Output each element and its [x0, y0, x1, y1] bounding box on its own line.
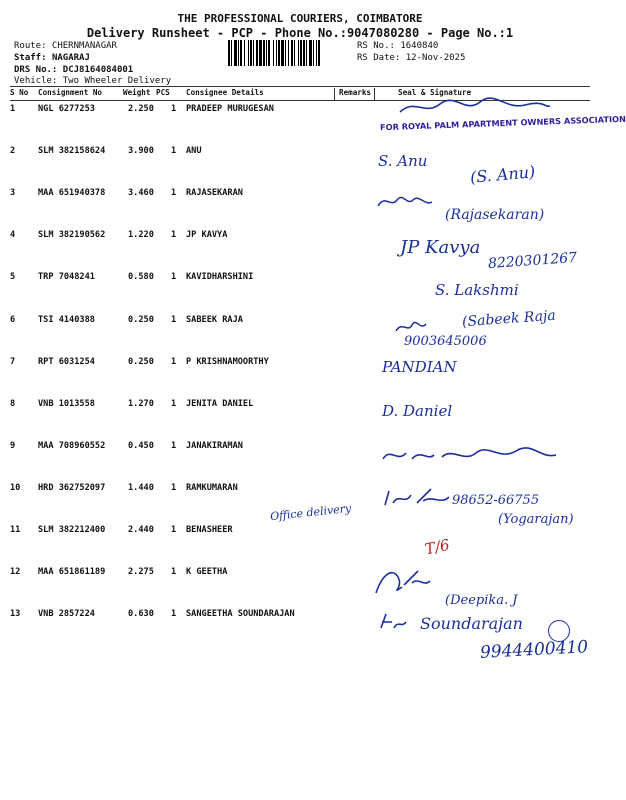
vehicle-label: Vehicle: Two Wheeler Delivery — [14, 76, 172, 86]
signature-row-6b: 9003645006 — [404, 334, 487, 349]
row-pcs: 1 — [171, 356, 177, 367]
row-sno: 8 — [10, 398, 16, 409]
signature-row-9 — [380, 445, 560, 471]
row-pcs: 1 — [171, 188, 177, 199]
row-weight: 3.460 — [128, 188, 154, 199]
table-row — [0, 567, 600, 581]
row-weight: 2.440 — [128, 525, 154, 535]
row-weight: 1.440 — [128, 482, 154, 493]
signature-scribble-icon — [378, 612, 408, 632]
remark-row-10: Office delivery — [269, 501, 352, 524]
row-consignment-no: MAA 708960552 — [38, 440, 106, 451]
table-row — [0, 525, 600, 539]
staff-name: NAGARAJ — [51, 53, 90, 63]
signature-row-2b: (S. Anu) — [469, 162, 536, 187]
table-row — [0, 230, 600, 244]
col-consignment: Consignment No — [38, 88, 103, 97]
row-weight: 0.580 — [128, 272, 154, 283]
staff-line — [14, 53, 90, 63]
row-sno: 4 — [10, 230, 16, 241]
runsheet-subtitle: Delivery Runsheet - PCP - Phone No.:9047080280 - Page No.:1 — [86, 26, 514, 40]
red-mark-row-11: T/6 — [423, 535, 452, 559]
row-sno: 1 — [10, 104, 16, 114]
signature-row-1 — [395, 96, 555, 123]
signature-scribble-icon — [372, 565, 432, 599]
col-consignee: Consignee Details — [186, 88, 264, 97]
row-sno: 2 — [10, 146, 16, 157]
drs-label: DRS No.: — [14, 65, 58, 75]
col-divider — [374, 88, 375, 100]
col-seal-signature: Seal & Signature — [398, 88, 472, 97]
row-consignment-no: TRP 7048241 — [38, 272, 95, 283]
row-sno: 5 — [10, 272, 16, 283]
col-pcs: PCS — [156, 88, 170, 97]
row-consignment-no: MAA 651940378 — [38, 188, 106, 199]
col-sno: S No — [10, 88, 29, 97]
signature-row-10-initials — [383, 487, 453, 515]
signature-row-10b: (Yogarajan) — [498, 512, 574, 527]
row-pcs: 1 — [171, 104, 177, 114]
row-consignment-no: NGL 6277253 — [38, 104, 95, 114]
signature-row-3a — [375, 194, 435, 214]
row-sno: 11 — [10, 525, 21, 535]
row-weight: 0.250 — [128, 356, 154, 367]
row-consignee: RAMKUMARAN — [186, 482, 238, 493]
row-sno: 10 — [10, 482, 21, 493]
table-row — [0, 399, 600, 413]
row-consignee: JENITA DANIEL — [186, 398, 254, 409]
row-consignment-no: TSI 4140388 — [38, 314, 95, 325]
header-top-rule — [10, 86, 590, 87]
row-sno: 7 — [10, 356, 16, 367]
signature-row-2a: S. Anu — [378, 152, 428, 170]
staff-label: Staff: — [14, 53, 47, 63]
signature-row-3b: (Rajasekaran) — [445, 207, 545, 223]
row-consignee: PRADEEP MURUGESAN — [186, 104, 274, 114]
row-consignment-no: RPT 6031254 — [38, 356, 95, 367]
row-consignment-no: HRD 362752097 — [38, 482, 106, 493]
drs-number: DCJ8164084001 — [62, 65, 134, 75]
row-sno: 3 — [10, 188, 16, 199]
signature-row-6a: (Sabeek Raja — [461, 307, 557, 331]
row-consignee: K GEETHA — [186, 567, 228, 578]
row-consignee: RAJASEKARAN — [186, 188, 243, 199]
drs-line — [14, 65, 133, 75]
row-weight: 1.220 — [128, 230, 154, 241]
signature-row-4b: 8220301267 — [487, 249, 578, 273]
row-consignee: JANAKIRAMAN — [186, 440, 243, 451]
row-consignment-no: SLM 382212400 — [38, 525, 106, 535]
row-pcs: 1 — [171, 609, 177, 620]
row-sno: 6 — [10, 314, 16, 325]
row-consignee: BENASHEER — [186, 525, 233, 535]
signature-scribble-icon — [380, 445, 560, 467]
signature-row-13b: Soundarajan — [420, 614, 523, 633]
signature-scribble-icon — [394, 319, 428, 335]
row-pcs: 1 — [171, 398, 177, 409]
seal-stamp-row-1: FOR ROYAL PALM APARTMENT OWNERS ASSOCIATION — [379, 113, 626, 133]
signature-row-4a: JP Kavya — [400, 237, 481, 258]
row-consignee: SABEEK RAJA — [186, 314, 243, 325]
row-weight: 1.270 — [128, 398, 154, 409]
row-weight: 0.450 — [128, 440, 154, 451]
table-row — [0, 357, 600, 371]
row-sno: 12 — [10, 567, 21, 578]
barcode-bar — [320, 40, 322, 66]
col-divider — [334, 88, 335, 100]
row-consignment-no: VNB 1013558 — [38, 398, 95, 409]
row-consignee: P KRISHNAMOORTHY — [186, 356, 269, 367]
rs-number: RS No.: 1640840 — [357, 41, 439, 51]
row-consignment-no: SLM 382158624 — [38, 146, 106, 157]
signature-scribble-icon — [395, 96, 555, 118]
table-row — [0, 188, 600, 202]
signature-scribble-icon — [375, 194, 435, 210]
row-weight: 0.630 — [128, 609, 154, 620]
row-consignee: SANGEETHA SOUNDARAJAN — [186, 609, 295, 620]
signature-row-13a: (Deepika. J — [445, 593, 518, 608]
row-consignment-no: SLM 382190562 — [38, 230, 106, 241]
rs-date: RS Date: 12-Nov-2025 — [357, 53, 466, 63]
signature-row-13-prefix — [378, 612, 408, 636]
row-pcs: 1 — [171, 440, 177, 451]
row-pcs: 1 — [171, 146, 177, 157]
row-weight: 2.250 — [128, 104, 154, 114]
row-sno: 9 — [10, 440, 16, 451]
signature-row-13c: 9944400410 — [479, 637, 589, 663]
row-pcs: 1 — [171, 567, 177, 578]
signature-scribble-icon — [383, 487, 453, 511]
row-pcs: 1 — [171, 525, 177, 535]
signature-row-7: PANDIAN — [382, 358, 457, 376]
row-consignee: JP KAVYA — [186, 230, 228, 241]
signature-row-12 — [372, 565, 432, 603]
row-weight: 3.900 — [128, 146, 154, 157]
row-sno: 13 — [10, 609, 21, 620]
row-weight: 0.250 — [128, 314, 154, 325]
row-weight: 2.275 — [128, 567, 154, 578]
row-pcs: 1 — [171, 272, 177, 283]
signature-row-5: S. Lakshmi — [435, 281, 519, 299]
row-pcs: 1 — [171, 314, 177, 325]
signature-row-8: D. Daniel — [382, 402, 453, 420]
row-consignee: KAVIDHARSHINI — [186, 272, 254, 283]
col-weight: Weight — [123, 88, 151, 97]
col-remarks: Remarks — [339, 88, 372, 97]
barcode — [228, 40, 352, 66]
company-title: THE PROFESSIONAL COURIERS, COIMBATORE — [177, 12, 423, 25]
signature-row-10a: 98652-66755 — [452, 493, 540, 508]
table-row — [0, 146, 600, 160]
row-pcs: 1 — [171, 230, 177, 241]
row-pcs: 1 — [171, 482, 177, 493]
row-consignment-no: VNB 2857224 — [38, 609, 95, 620]
row-consignment-no: MAA 651861189 — [38, 567, 106, 578]
row-consignee: ANU — [186, 146, 202, 157]
route-label: Route: CHERNMANAGAR — [14, 41, 117, 51]
